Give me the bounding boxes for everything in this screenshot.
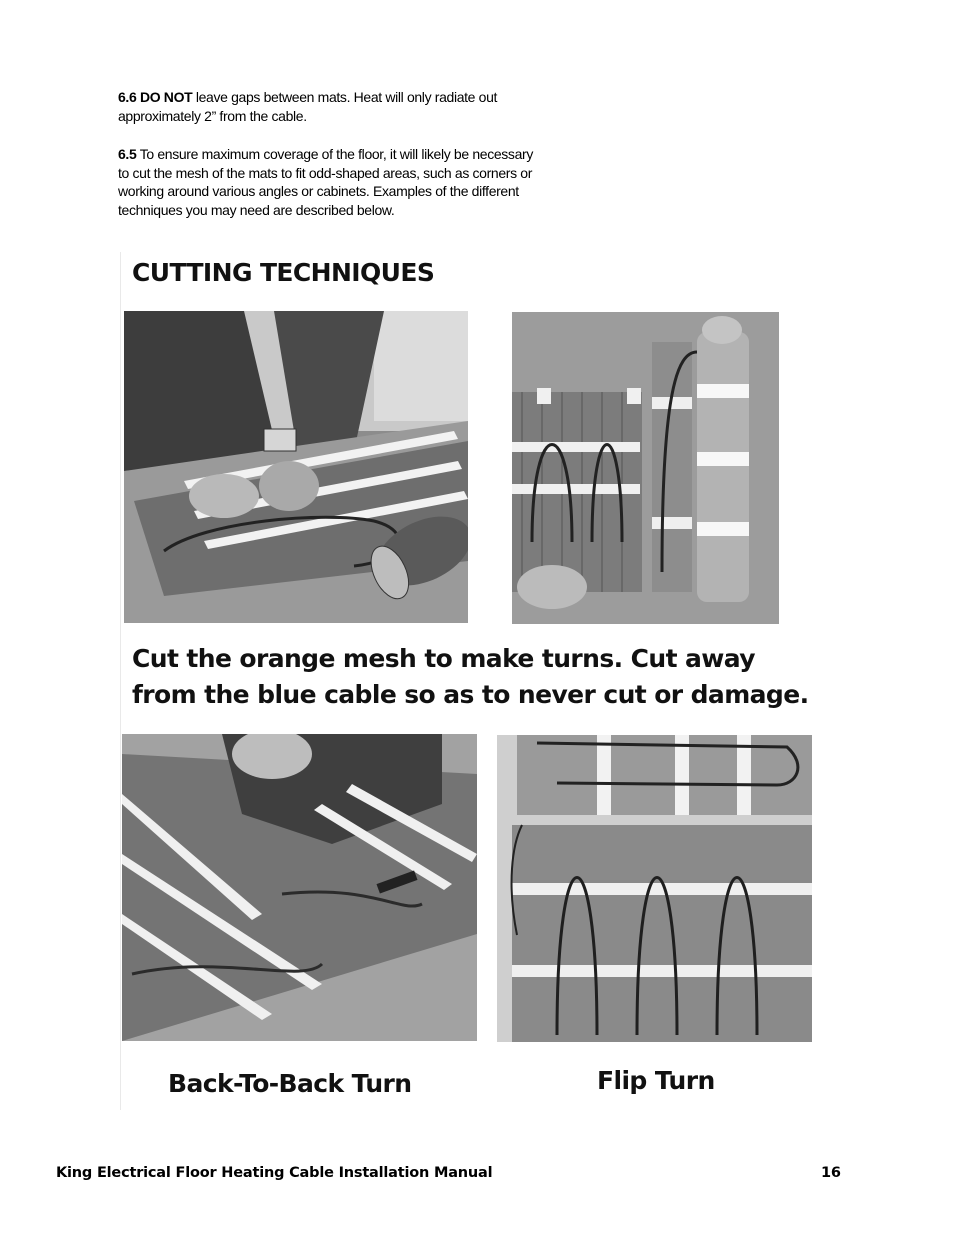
section-text: leave gaps between mats. Heat will only radiate out approximately 2” from the cable. (118, 89, 498, 124)
cutting-techniques-heading: CUTTING TECHNIQUES (132, 258, 435, 287)
section-number: 6.5 (118, 146, 137, 162)
do-not-emphasis: DO NOT (139, 89, 193, 105)
section-6-6 (118, 88, 538, 125)
label-back-to-back-turn: Back-To-Back Turn (168, 1069, 412, 1098)
photo-rolled-mat (512, 312, 779, 624)
section-number: 6.6 (118, 89, 137, 105)
page-number: 16 (821, 1165, 841, 1181)
photo-flip-turn (497, 735, 812, 1042)
figure-border (120, 252, 121, 1110)
photo-cutting-mesh (124, 311, 468, 623)
photo-back-to-back-turn (122, 734, 477, 1041)
caption-line-1: Cut the orange mesh to make turns. Cut away (132, 644, 756, 673)
label-flip-turn: Flip Turn (597, 1066, 715, 1095)
section-6-5 (118, 145, 538, 220)
footer-title: King Electrical Floor Heating Cable Installation Manual (56, 1165, 493, 1181)
caption-line-2: from the blue cable so as to never cut or damage. (132, 680, 809, 709)
section-text: To ensure maximum coverage of the floor, it will likely be necessary to cut the mesh of the mats to fit odd-shaped areas, such as corners or working around various angles or cabinets. Examples of the different techniques you may need are described below. (118, 146, 533, 219)
